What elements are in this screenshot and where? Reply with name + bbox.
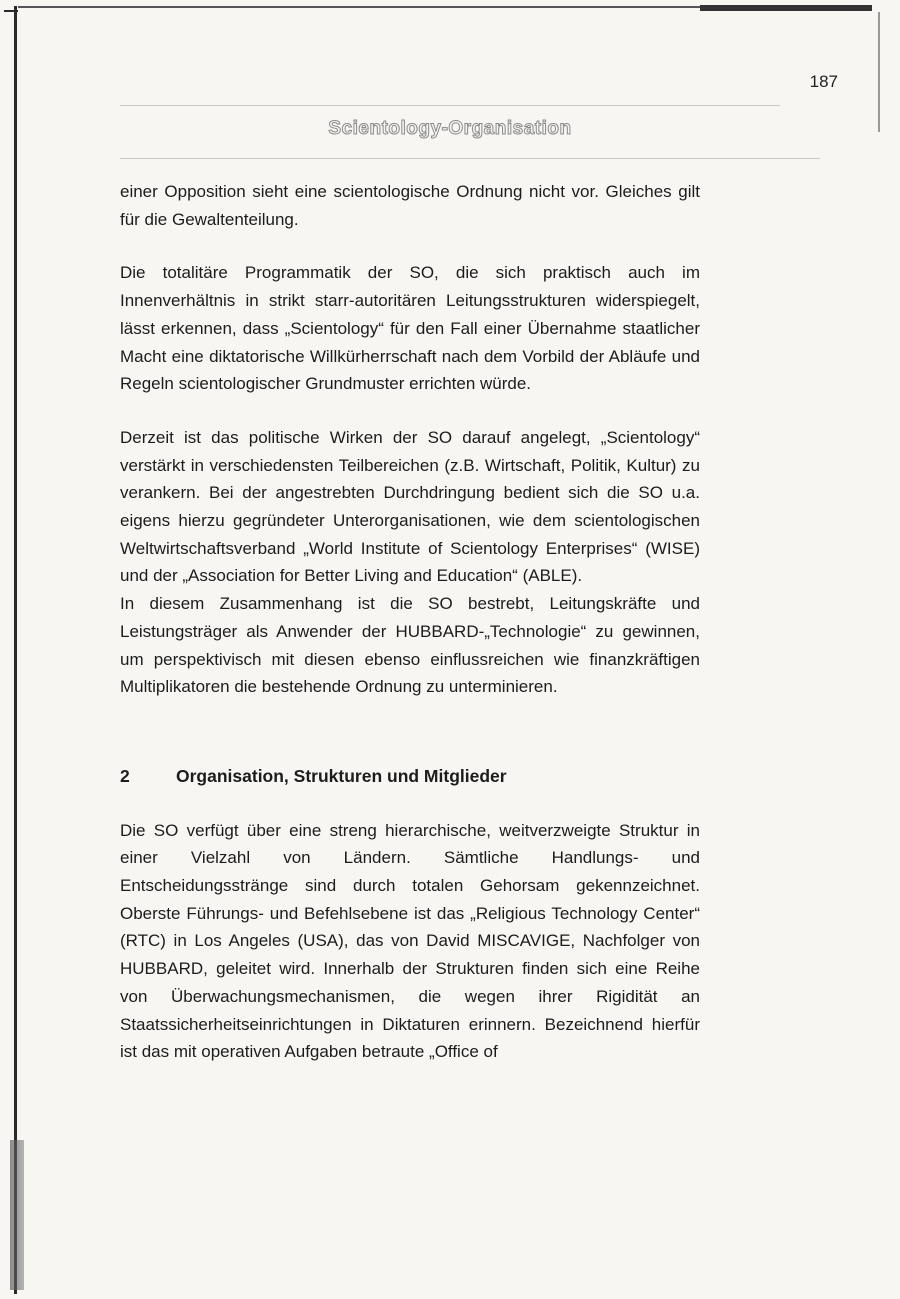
scan-top-bar [700, 5, 872, 11]
paragraph: Die totalitäre Programmatik der SO, die sich praktisch auch im Innenverhältnis in strikt starr-autoritären Leitungsstrukturen widerspiegelt, lässt erkennen, dass „Scientology“ für den Fall einer Übernahme staatlicher Macht eine diktatorische Willkürherrschaft nach dem Vorbild der Abläufe und Regeln scientologischer Grundmuster errichten würde. [120, 263, 700, 394]
section-heading [120, 763, 700, 791]
page-body [120, 178, 700, 1066]
header-rule-top [120, 105, 780, 106]
paragraph: einer Opposition sieht eine scientologische Ordnung nicht vor. Gleiches gilt für die Gewaltenteilung. [120, 182, 700, 229]
running-header: Scientology-Organisation [328, 118, 572, 139]
scan-right-edge [878, 12, 880, 132]
page-number: 187 [809, 72, 838, 91]
header-rule-bottom [120, 158, 820, 159]
section-title: Organisation, Strukturen und Mitglieder [176, 765, 507, 786]
paragraph: Die SO verfügt über eine streng hierarchische, weitverzweigte Struktur in einer Vielzahl von Ländern. Sämtliche Handlungs- und Entscheidungsstränge sind durch totalen Gehorsam gekennzeichnet. Oberste Führungs- und Befehlsebene ist das „Religious Technology Center“ (RTC) in Los Angeles (USA), das von David MISCAVIGE, Nachfolger von HUBBARD, geleitet wird. Innerhalb der Strukturen finden sich eine Reihe von Überwachungsmechanismen, die wegen ihrer Rigidität an Staatssicherheitseinrichtungen in Diktaturen erinnern. Bezeichnend hierfür ist das mit operativen Aufgaben betraute „Office of [120, 820, 700, 1062]
paragraph: In diesem Zusammenhang ist die SO bestrebt, Leitungskräfte und Leistungsträger als Anwender der HUBBARD-„Technologie“ zu gewinnen, um perspektivisch mit diesen ebenso einflussreichen wie finanzkräftigen Multiplikatoren die bestehende Ordnung zu unterminieren. [120, 594, 700, 697]
scan-left-shadow [10, 1140, 24, 1290]
scan-left-spine [14, 6, 17, 1294]
section-number: 2 [120, 765, 130, 786]
paragraph: Derzeit ist das politische Wirken der SO darauf angelegt, „Scientology“ verstärkt in verschiedensten Teilbereichen (z.B. Wirtschaft, Politik, Kultur) zu verankern. Bei der angestrebten Durchdringung bedient sich die SO u.a. eigens hierzu gegründeter Unterorganisationen, wie dem scientologischen Weltwirtschaftsverband „World Institute of Scientology Enterprises“ (WISE) und der „Association for Better Living and Education“ (ABLE). [120, 427, 700, 586]
scan-left-tick [4, 10, 18, 12]
